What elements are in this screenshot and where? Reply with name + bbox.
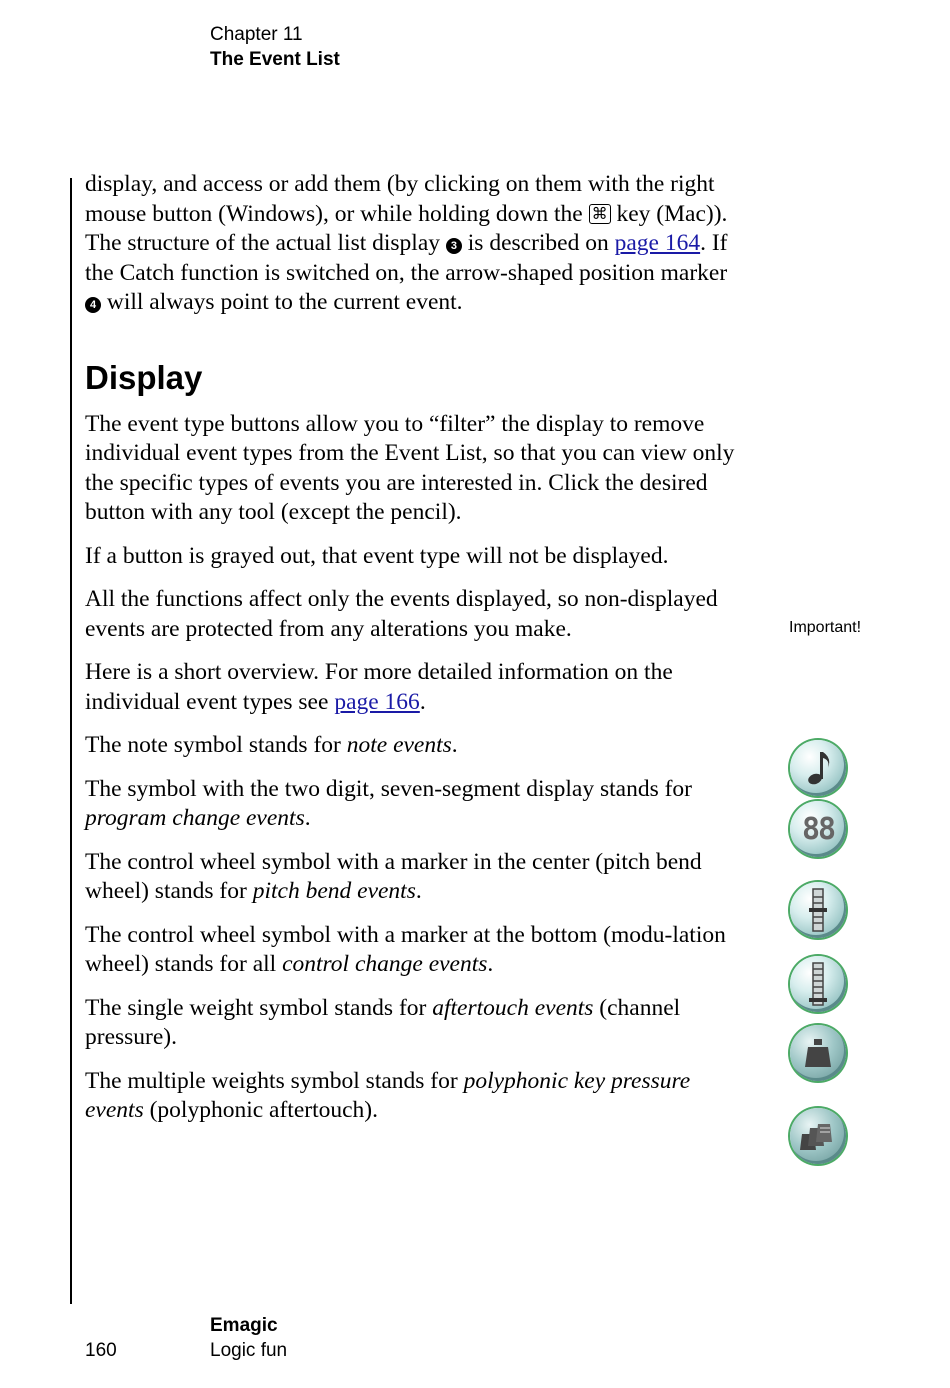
callout-marker-4: 4 <box>85 297 101 313</box>
chapter-label: Chapter 11 <box>210 24 303 45</box>
callout-marker-3: 3 <box>446 238 462 254</box>
intro-paragraph: display, and access or add them (by clicking on them with the right mouse button (Windows), or while holding down the ⌘ key (Mac)). The structure of the actual list display 3 is described on page 164. If the Catch function is switched on, the arrow-shaped position marker 4 will always point to the current event. <box>85 171 728 315</box>
footer-brand: Emagic <box>210 1315 278 1336</box>
program-change-paragraph: The symbol with the two digit, seven-segment display stands for program change events. <box>85 775 692 831</box>
aftertouch-paragraph: The single weight symbol stands for aftertouch events (channel pressure). <box>85 994 681 1050</box>
margin-rule <box>70 178 72 1304</box>
page-number: 160 <box>85 1340 117 1361</box>
overview-paragraph: Here is a short overview. For more detailed information on the individual event types see page 166. <box>85 659 673 715</box>
note-paragraph: The note symbol stands for note events. <box>85 732 458 758</box>
pitch-bend-wheel-icon <box>790 882 846 938</box>
page-164-link[interactable]: page 164 <box>614 230 701 256</box>
grayed-paragraph: If a button is grayed out, that event type will not be displayed. <box>85 542 669 569</box>
main-content <box>85 170 740 1140</box>
seven-segment-icon: 88 <box>790 801 846 857</box>
functions-paragraph: All the functions affect only the events displayed, so non-displayed events are protected from any alterations you make. <box>85 586 718 642</box>
pitch-bend-paragraph: The control wheel symbol with a marker in the center (pitch bend wheel) stands for pitch bend events. <box>85 848 702 904</box>
footer-product: Logic fun <box>210 1340 288 1361</box>
section-title: Display <box>85 358 203 396</box>
note-icon <box>790 740 846 796</box>
control-change-paragraph: The control wheel symbol with a marker at the bottom (modu-lation wheel) stands for all control change events. <box>85 921 726 977</box>
chapter-title: The Event List <box>210 49 340 70</box>
page-166-link[interactable]: page 166 <box>334 688 420 715</box>
command-key-icon: ⌘ <box>589 204 611 224</box>
important-note: Important! <box>789 619 862 636</box>
multiple-weights-icon <box>790 1108 846 1164</box>
modulation-wheel-icon <box>790 956 846 1012</box>
single-weight-icon <box>790 1025 846 1081</box>
poly-pressure-paragraph: The multiple weights symbol stands for polyphonic key pressure events (polyphonic aftertouch). <box>85 1067 691 1123</box>
filter-paragraph: The event type buttons allow you to “filter” the display to remove individual event types from the Event List, so that you can view only the specific types of events you are interested in. Click the desired button with any tool (except the pencil). <box>85 410 735 525</box>
page-header <box>210 22 340 72</box>
